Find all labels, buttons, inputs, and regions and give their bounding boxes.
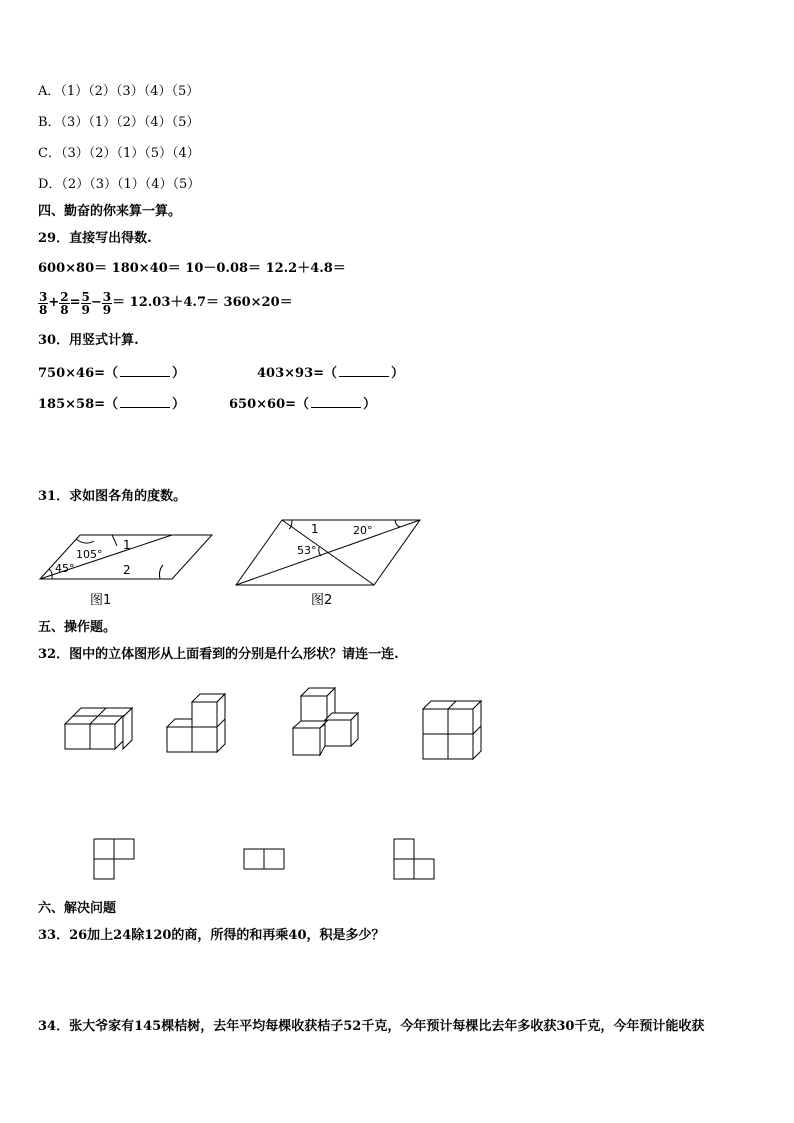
solid-4 bbox=[423, 701, 481, 759]
fig1-arc-105 bbox=[76, 539, 94, 543]
q31-title: 31．求如图各角的度数。 bbox=[38, 489, 187, 504]
q30-item-1: 750×46=（ ） bbox=[38, 366, 186, 381]
section-4-title: 四、勤奋的你来算一算。 bbox=[38, 204, 182, 219]
top-view-3 bbox=[394, 839, 434, 879]
fig2-diagonal-2 bbox=[236, 520, 420, 585]
option-c: C．（3）（2）（1）（5）（4） bbox=[38, 146, 200, 161]
section-5-title: 五、操作题。 bbox=[38, 620, 117, 635]
solid-1 bbox=[65, 708, 132, 749]
fig1-label-2: 2 bbox=[123, 563, 131, 577]
q30-item-2: 403×93=（ ） bbox=[257, 366, 405, 381]
top-view-1 bbox=[94, 839, 134, 879]
fig1-label-105: 105° bbox=[76, 548, 103, 561]
fig2-arc-1 bbox=[289, 520, 292, 529]
fig2-label-1: 1 bbox=[311, 522, 319, 536]
q33-text: 33．26加上24除120的商，所得的和再乘40，积是多少？ bbox=[38, 928, 385, 943]
fig1-arc-1 bbox=[112, 535, 117, 546]
fraction-3-8: $\frac{3}{8}$ bbox=[39, 289, 48, 317]
fig1-arc-2 bbox=[159, 565, 163, 579]
fraction-3-9: $\frac{3}{9}$ bbox=[102, 289, 112, 317]
fraction-5-9: $\frac{5}{9}$ bbox=[81, 289, 90, 317]
solid-2 bbox=[167, 694, 225, 752]
q29-row2: $\frac{3}{8}$ + $\frac{2}{8}$ = $\frac{5}{9}$ − $\frac{3}{9}$ ＝ 12.03＋4.7＝ 360×20＝ bbox=[39, 289, 293, 317]
fig2-arc-20 bbox=[395, 520, 400, 527]
q29-title: 29．直接写出得数. bbox=[38, 231, 152, 246]
option-b: B．（3）（1）（2）（4）（5） bbox=[38, 115, 200, 130]
option-a: A．（1）（2）（3）（4）（5） bbox=[38, 84, 200, 99]
section-6-title: 六、解决问题 bbox=[38, 901, 117, 916]
fraction-2-8: $\frac{2}{8}$ bbox=[60, 289, 69, 317]
option-d: D．（2）（3）（1）（4）（5） bbox=[38, 177, 201, 192]
q34-text: 34．张大爷家有145棵桔树，去年平均每棵收获桔子52千克，今年预计每棵比去年多收获30千克，今年预计能收获 bbox=[38, 1019, 705, 1034]
figure-2 bbox=[236, 520, 420, 585]
q30-item-3: 185×58=（ ） bbox=[38, 397, 186, 412]
fig1-arc-45 bbox=[49, 569, 52, 579]
q29-row1: 600×80＝ 180×40＝ 10－0.08＝ 12.2＋4.8＝ bbox=[38, 261, 346, 276]
fig1-label-45: 45° bbox=[55, 562, 75, 575]
fig1-caption: 图1 bbox=[90, 593, 112, 608]
fig1-label-1: 1 bbox=[123, 538, 131, 552]
fig2-caption: 图2 bbox=[311, 593, 333, 608]
fig2-label-53: 53° bbox=[297, 544, 317, 557]
fig2-label-20: 20° bbox=[353, 524, 373, 537]
q32-title: 32．图中的立体图形从上面看到的分别是什么形状？请连一连. bbox=[38, 647, 399, 662]
q30-item-4: 650×60=（ ） bbox=[229, 397, 377, 412]
solid-3 bbox=[293, 688, 358, 755]
q30-title: 30．用竖式计算. bbox=[38, 333, 139, 348]
top-view-2 bbox=[244, 849, 284, 869]
